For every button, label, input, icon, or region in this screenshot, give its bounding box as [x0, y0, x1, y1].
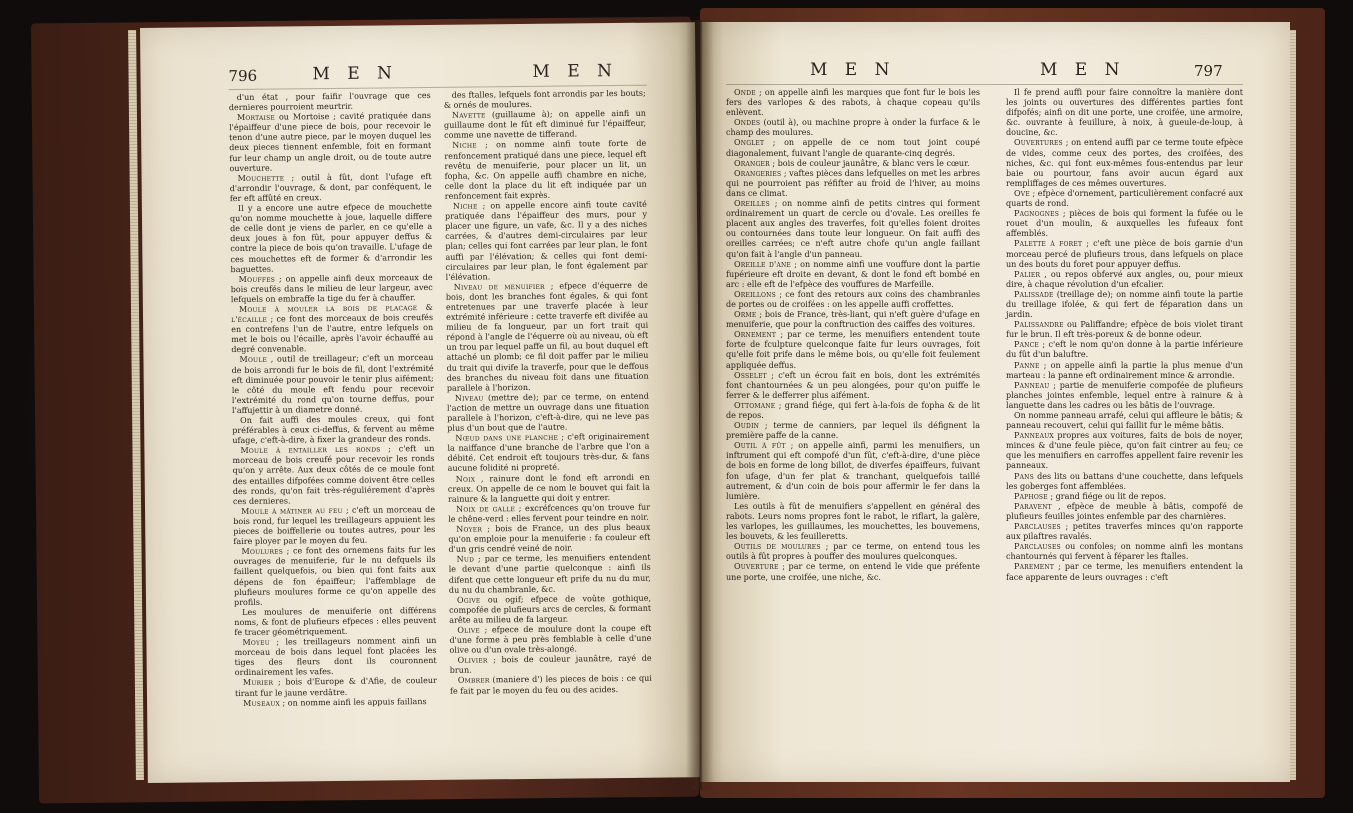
entry-headword: Noyer [456, 524, 483, 534]
running-head: M E N [1040, 60, 1126, 80]
entry-headword: Panneau [1014, 380, 1050, 390]
dictionary-entry [1006, 340, 1243, 360]
entry-headword: Palissade [1014, 289, 1054, 299]
running-head: M E N [810, 60, 896, 80]
entry-text: ; on entend auffi par ce terme toute efpèce de vides, comme ceux des portes, des croifées, des niches, &c. qui font eux-mêmes fous-entendus par leur baie ou pourtour, fans avoir aucun égard aux rempliffages de ces mêmes ouvertures. [1006, 138, 1243, 188]
dictionary-entry [1006, 88, 1243, 138]
entry-text: ; on nomme ainfi toute forte de renfoncement pratiqué dans une piece, lequel eft revêtu de menuiferie, pour placer un lit, un fopha, &c. On appelle auffi chambre en niche, celle dont la place du lit eft indiquée par un renfoncement fait exprès. [444, 139, 647, 201]
entry-headword: Paravent [1014, 501, 1052, 511]
dictionary-entry [1006, 189, 1243, 209]
entry-headword: Pance [1014, 340, 1039, 350]
entry-headword: Ondes [734, 118, 761, 128]
entry-headword: Ouverture [734, 562, 779, 572]
entry-headword: Moule à mâtiner au feu [241, 505, 343, 516]
entry-text: ou Paliffandre; efpèce de bois violet tirant fur le brun. Il eft très-poreux & de bonne odeur. [1006, 320, 1243, 340]
entry-text: ; par ce terme, les menuifiers entendent la face apparente de leurs ouvrages : c'eft [1006, 562, 1244, 582]
entry-text: , efpèce de meuble à bâtis, compofé de plufieurs feuilles jointes enfemble par des charnières. [1006, 501, 1244, 521]
entry-headword: Parement [1014, 562, 1055, 572]
entry-headword: Panneaux [1014, 431, 1054, 441]
dictionary-entry [726, 260, 980, 290]
entry-headword: Outil à fût [734, 441, 786, 451]
text-column [726, 88, 980, 583]
entry-headword: Nud [456, 554, 475, 565]
dictionary-entry [232, 444, 435, 507]
entry-text: ; par ce terme, on entend tous les outils à fût propres à pouffer des moulures quelconques. [726, 542, 980, 562]
dictionary-entry [235, 697, 437, 709]
entry-headword: Onde [734, 88, 756, 97]
dictionary-entry [235, 676, 437, 698]
entry-headword: Navette [451, 110, 486, 120]
entry-headword: Mouffes [238, 274, 276, 284]
page-number: 797 [1194, 62, 1223, 80]
dictionary-entry [229, 111, 432, 174]
entry-headword: Niche [452, 140, 477, 151]
dictionary-entry [448, 472, 650, 504]
entry-headword: Olive [457, 625, 481, 635]
page-number: 796 [228, 66, 258, 86]
entry-text: ; excréfcences qu'on trouve fur le chêne-verd : elles fervent pour teindre en noir. [448, 502, 651, 524]
entry-text: (maniere d') les pieces de bois : ce qui fe fait par le moyen du feu ou des acides. [449, 674, 652, 696]
text-column [229, 91, 437, 709]
dictionary-entry [1006, 239, 1243, 269]
entry-text: (outil à), ou machine propre à onder la furface & le champ des moulures. [726, 118, 980, 138]
entry-headword: Mouchette [237, 173, 285, 183]
entry-headword: Moule à entailler les ronds [240, 444, 381, 456]
entry-text: ; on nomme ainfi une vouffure dont la partie fupérieure eft droite en devant, & dont le fond eft bombé en arc : elle eft de l'efpèce des vouffures de Marfeille. [726, 259, 981, 289]
entry-text: des ftalles, lefquels font arrondis par les bouts; & ornés de moulures. [443, 88, 646, 110]
dictionary-entry [1006, 472, 1243, 492]
entry-headword: Ornement [734, 330, 777, 340]
dictionary-entry [726, 371, 980, 401]
entry-text: (mettre de); par ce terme, on entend l'action de mettre un ouvrage dans une fituation parallele à l'horizon, c'eft-à-dire, qui ne leve pas plus d'un bout que de l'autre. [446, 391, 650, 433]
entry-text: ; c'eft une pièce de bois garnie d'un morceau percé de plufieurs trous, dans lefquels on place un des bouts du foret pour appuyer deffus. [1006, 239, 1243, 269]
entry-headword: Ove [1014, 188, 1030, 198]
entry-headword: Moulures [241, 546, 284, 557]
entry-text: ; par ce terme, les menuifiers entendent toute forte de fculpture quelconque faite fur leurs ouvrages, foit qu'elle foit prife dans le même bois, ou qu'elle foit feulement appliquée deffus. [726, 330, 980, 370]
dictionary-entry [1006, 361, 1243, 381]
dictionary-entry [444, 109, 646, 141]
dictionary-entry [446, 280, 649, 393]
entry-text: ; c'eft un morceau de bois rond, fur lequel les treillageurs appuient les pieces de boiffellerie ou toutes autres, pour les faire ployer par le moyen du feu. [233, 504, 436, 547]
dictionary-entry [726, 169, 980, 199]
entry-text: ; par ce terme, on entend le vide que préfente une porte, une croifée, une niche, &c. [726, 562, 980, 582]
entry-text: ; c'eft un morceau de bois creufé pour recevoir les ronds qu'on y arrête. Aux deux côtés de ce moule font des entailles difpofées comme doivent être celles des ronds, qu'on fait très-réguliérement d'après ces dernieres. [232, 444, 435, 506]
entry-headword: Oranger [734, 158, 770, 168]
entry-text: ; on appelle de ce nom tout joint coupé diagonalement, fuivant l'angle de quarante-cinq degrés. [726, 138, 980, 158]
dictionary-entry [450, 674, 652, 696]
dictionary-entry [1006, 320, 1243, 340]
dictionary-entry [726, 88, 980, 118]
dictionary-entry [726, 159, 980, 169]
dictionary-entry [229, 91, 431, 113]
dictionary-entry [1006, 381, 1243, 411]
dictionary-entry [230, 172, 432, 204]
entry-headword: Oreillons [734, 289, 776, 299]
left-page [140, 22, 703, 783]
entry-text: , outil de treillageur; c'eft un morceau de bois arrondi fur le bois de fil, dont l'extrémité eft diminuée pour pouvoir le tenir plus aifément; le côté du moule eft fendu pour recevoir l'extrémité du rond qu'on tourne deffus, pour l'affujettir à un diametre donné. [231, 353, 434, 415]
entry-text: ; grand fiége, qui fert à-la-fois de fopha & de lit de repos. [726, 400, 980, 420]
entry-text: ; c'eft originairement la naiffance d'une branche de l'arbre que l'on a débité. Cet endroit eft toujours très-dur, & fans aucune folidité ni propreté. [447, 431, 650, 474]
entry-headword: Palier [1014, 269, 1041, 279]
entry-text: ; on appelle ainfi deux morceaux de bois creufés dans le milieu de leur largeur, avec lefquels on embraffe la tige du fer à chauffer. [230, 272, 433, 304]
entry-headword: Ombrer [457, 675, 490, 686]
dictionary-entry [445, 200, 648, 283]
entry-headword: Oreille d'ane [734, 259, 792, 269]
dictionary-entry [1006, 138, 1243, 188]
entry-headword: Niveau de menuifier [453, 281, 545, 292]
dictionary-entry [726, 441, 980, 502]
entry-text: ou confoles; on nomme ainfi les montans chantournés qui fervent à féparer les ftalles. [1006, 542, 1243, 562]
entry-headword: Oreilles [734, 199, 770, 209]
dictionary-entry [1006, 502, 1243, 522]
text-column [444, 89, 652, 697]
entry-headword: Murier [242, 678, 274, 688]
entry-text: ; partie de menuiferie compofée de plufieurs planches jointes enfemble, lequel entre à rainure & à languette dans les cadres ou les bâtis de l'ouvrage. [1006, 380, 1243, 410]
entry-headword: Paphose [1014, 491, 1048, 501]
entry-text: ; bois de France, très-liant, qui n'eft guère d'ufage en menuiferie, que pour la conftruction des caiffes des voitures. [726, 310, 980, 330]
entry-text: ; ce font des morceaux de bois creufés en contrefens l'un de l'autre, entre lefquels on met le bois ou l'écaille, après l'avoir échauffé au degré convenable. [231, 313, 434, 355]
dictionary-entry [230, 202, 433, 275]
dictionary-entry [447, 432, 649, 474]
entry-text: ; efpèce d'ornement, particulièrement confacré aux quarts de rond. [1006, 188, 1243, 209]
dictionary-entry [1006, 290, 1243, 320]
dictionary-entry [1006, 431, 1243, 471]
entry-text: ; bois de couleur jaunâtre, & blanc vers le cœur. [772, 158, 970, 168]
entry-text: , rainure dont le fond eft arrondi en creux. On appelle de ce nom le bouvet qui fait la rainure & la languette qui doit y entrer. [447, 472, 650, 504]
dictionary-entry [231, 273, 433, 305]
dictionary-entry [444, 139, 647, 202]
entry-text: ; bois de couleur jaunâtre, rayé de brun. [449, 653, 652, 676]
dictionary-entry [1006, 522, 1243, 542]
book-gutter [686, 20, 714, 790]
entry-text: ; grand fiége ou lit de repos. [1050, 491, 1167, 501]
entry-headword: Ogive [456, 595, 481, 605]
entry-text: ; on nomme ainfi de petits cintres qui forment ordinairement un quart de cercle ou d'ovale. Les oreilles fe placent aux angles des traverfes, foit qu'elles foient droites ou contournées dans toute leur longueur. On fait auffi des oreilles carrées; ce n'eft autre chofe qu'un angle faillant qu'on fait à l'angle d'un panneau. [726, 199, 980, 259]
dictionary-entry [233, 545, 436, 608]
dictionary-entry [450, 654, 652, 676]
entry-text: d'un état , pour faifir l'ouvrage que ces dernieres pourroient meurtrir. [228, 90, 431, 113]
entry-text: ; bois d'Europe & d'Afie, de couleur tirant fur le jaune verdâtre. [234, 676, 437, 698]
entry-headword: Moule [239, 355, 268, 365]
entry-text: ; ce font des ornemens faits fur les ouvrages de menuiferie, fur le nu defquels ils faillent quelquefois, ou bien qui font faits aux dépens de fon épaiffeur; l'affemblage de plufieurs moulures forme ce qu'on appelle des profils. [233, 545, 436, 607]
dictionary-entry [231, 353, 434, 416]
entry-text: Les outils à fût de menuifiers s'appellent en général des rabots. Leurs noms propres font le rabot, le riflart, la galère, les varlopes, les guillaumes, les mouchettes, les bouvemens, les bouvets, & les feuilleretts. [726, 501, 980, 542]
dictionary-entry [234, 636, 436, 678]
dictionary-entry [726, 502, 980, 542]
entry-text: Il y a encore une autre efpece de mouchette qu'on nomme mouchette à joue, laquelle differe de celle dont je viens de parler, en ce qu'elle a deux joues à fon fût, pour appuyer deffus & contre la piece de bois qu'on travaille. L'ufage de ces mouchettes eft de former & d'arrondir les baguettes. [229, 201, 433, 274]
entry-text: ; on appelle ainfi la partie la plus menue d'un marteau : la panne eft ordinairement mince & arrondie. [1006, 360, 1243, 380]
entry-text: ; petites traverfes minces qu'on rapporte aux pilaftres ravalés. [1006, 522, 1243, 542]
entry-text: (guillaume à); on appelle ainfi un guillaume dont le fût eft diminué fur l'épaiffeur, comme une navette de tifferand. [443, 108, 647, 141]
entry-text: ; c'eft le nom qu'on donne à la partie inférieure du fût d'un baluftre. [1006, 340, 1244, 360]
dictionary-entry [234, 606, 436, 638]
running-head: M E N [312, 63, 399, 85]
entry-text: ; outil à fût, dont l'ufage eft d'arrondir l'ouvrage, & dont, par conféquent, le fer eft affûté en creux. [229, 171, 432, 204]
dictionary-entry [726, 138, 980, 158]
entry-headword: Niveau [454, 393, 484, 403]
dictionary-entry [1006, 492, 1243, 502]
dictionary-entry [1006, 542, 1243, 562]
entry-headword: Onglet [734, 138, 765, 148]
entry-text: ; pièces de bois qui forment la fufée ou le rouet d'un moulin, & auxquelles les fufeaux font affemblés. [1006, 209, 1243, 239]
dictionary-entry [726, 310, 980, 330]
entry-headword: Palissandre [1014, 320, 1064, 330]
entry-text: Il fe prend auffi pour faire connoître la manière dont les joints ou ouvertures des différentes parties font difpofés; ainfi on dit une porte, une croifée, une armoire, &c. ouvrante à feuillure, à noix, à gueule-de-loup, à doucine, &c. [1006, 88, 1243, 138]
dictionary-entry [447, 392, 649, 434]
entry-text: ; terme de canniers, par lequel ils défignent la première paffe de la canne. [726, 421, 980, 441]
dictionary-entry [232, 414, 434, 446]
entry-text: ; on appelle encore ainfi toute cavité pratiquée dans l'épaiffeur des murs, pour y placer une figure, un vafe, &c. Il y a des niches carrées, & d'autres demi-circulaires par leur plan; celles qui font carrées par leur plan, le font auffi par l'élévation; & celles qui font demi-circulaires par leur plan, le font également par l'élévation. [444, 199, 648, 282]
entry-headword: Nœud dans une planche [455, 432, 559, 443]
entry-headword: Ouvertures [1014, 138, 1063, 148]
dictionary-entry [726, 199, 980, 260]
entry-text: ; efpece d'équerre de bois, dont les branches font égales, & qui font entretenues par une traverfe placée à leur extrémité inférieure : cette traverfe eft divifée au milieu de fa longueur, par un fort trait qui répond à l'angle de l'équerre où au niveau, où eft un trou par lequel paffe un fil, au bout duquel eft attaché un plomb; ce fil doit paffer par le milieu du trait qui divife la traverfe, pour que le deffous des branches du niveau foit dans une fituation parallele à l'horizon. [445, 280, 649, 393]
entry-text: Les moulures de menuiferie ont différens noms, & font de plufieurs efpeces : elles peuvent fe tracer géométriquement. [234, 605, 437, 638]
entry-text: des lits ou battans d'une couchette, dans lefquels les goberges font affemblées. [1006, 471, 1243, 491]
entry-headword: Orangeries [734, 168, 782, 178]
entry-headword: Panne [1014, 360, 1040, 370]
entry-headword: Moule à mouler la bois de placage & l'écaille [231, 302, 433, 325]
text-column [1006, 88, 1243, 583]
dictionary-entry [726, 330, 980, 370]
entry-headword: Niche [452, 201, 478, 211]
dictionary-entry [726, 118, 980, 138]
entry-text: ou ogif; efpece de voûte gothique, compofée de plufieurs arcs de cercles, & formant arête au milieu de fa largeur. [449, 593, 652, 625]
entry-headword: Mortaise [236, 112, 276, 123]
dictionary-entry [449, 553, 651, 595]
entry-headword: Museaux [243, 698, 280, 708]
entry-text: ; on nomme ainfi les appuis faillans [282, 696, 427, 708]
entry-text: (treillage de); on nomme ainfi toute la partie du treillage ifolée, & qui fert de féparation dans un jardin. [1006, 289, 1244, 320]
running-head: M E N [532, 60, 619, 82]
entry-headword: Noix de galle [456, 503, 516, 514]
entry-text: propres aux voitures, faits de bois de noyer, minces & d'une feule pièce, qu'on fait cintrer au feu; ce que les menuifiers en carroffes appellent faire revenir les panneaux. [1006, 431, 1243, 471]
entry-headword: Palette à foret [1014, 239, 1083, 249]
entry-text: ; bois de France, un des plus beaux qu'on emploie pour la menuiferie : fa couleur eft d'un gris cendré veiné de noir. [448, 522, 651, 555]
entry-headword: Parclauses [1014, 542, 1061, 552]
dictionary-entry [1006, 411, 1243, 431]
entry-headword: Ottomane [734, 400, 776, 410]
entry-text: ; efpece de moulure dont la coupe eft d'une forme à peu près femblable à celle d'une olive ou d'un ovale très-alongé. [449, 623, 652, 655]
entry-text: , ou repos obfervé aux angles, ou, pour mieux dire, à chaque révolution d'un efcalier. [1006, 269, 1243, 289]
dictionary-entry [726, 290, 980, 310]
right-page [700, 22, 1290, 782]
entry-text: ; on appelle ainfi, parmi les menuifiers, un inftrument qui eft compofé d'un fût, c'eft-à-dire, d'une pièce de bois en forme de long billot, de diverfes épaiffeurs, fuivant fon ufage, d'un fer plat & tranchant, quelquefois taillé autrement, & d'un coin de bois pour affermir le fer dans la lumière. [726, 441, 981, 501]
entry-text: ; on appelle ainfi les marques que font fur le bois les fers des varlopes & des rabots, à chaque copeau qu'ils enlèvent. [726, 88, 981, 118]
entry-text: ou Mortoise ; cavité pratiquée dans l'épaiffeur d'une piece de bois, pour recevoir le tenon d'une autre piece, par le moyen duquel les deux pieces tiennent enfemble, foit en formant fur leur champ un angle droit, ou de toute autre ouverture. [229, 111, 432, 173]
dictionary-entry [449, 593, 651, 625]
dictionary-entry [1006, 562, 1243, 582]
entry-headword: Moyeu [242, 637, 271, 648]
dictionary-entry [449, 624, 651, 656]
dictionary-entry [726, 401, 980, 421]
dictionary-entry [726, 562, 980, 582]
entry-headword: Olivier [457, 655, 488, 665]
entry-headword: Parclauses [1014, 522, 1061, 532]
entry-headword: Pans [1014, 471, 1034, 481]
dictionary-entry [231, 303, 434, 356]
dictionary-entry [726, 421, 980, 441]
dictionary-entry [233, 505, 435, 547]
entry-headword: Pagnognes [1014, 209, 1060, 219]
dictionary-entry [444, 89, 646, 111]
entry-headword: Outils de moulures [734, 542, 821, 552]
entry-text: ; ce font des retours aux coins des chambranles de portes ou de croifées : on les appelle auffi croffettes. [726, 289, 980, 309]
entry-text: ; c'eft un écrou fait en bois, dont les extrémités font chantournées & un peu alongées, pour qu'on puiffe le ferrer & le defferrer plus aifément. [726, 370, 980, 400]
entry-text: ; par ce terme, les menuifiers entendent le devant d'une partie quelconque : ainfi ils difent que cette longueur eft prife du nu du mur, du nu du chambranle, &c. [448, 552, 651, 595]
dictionary-entry [1006, 209, 1243, 239]
entry-headword: Noix [455, 474, 476, 484]
entry-headword: Oudin [734, 421, 760, 431]
dictionary-entry [1006, 270, 1243, 290]
entry-text: ; vaftes pièces dans lefquelles on met les arbres qui ne pourroient pas réfifter au froid de l'hiver, au moins dans ce climat. [726, 168, 980, 198]
entry-text: On fait auffi des moules creux, qui font préférables à ceux ci-deffus, & fervent au même ufage, c'eft-à-dire, à fixer la grandeur des ronds. [232, 413, 435, 446]
entry-text: On nomme panneau arrafé, celui qui affleure le bâtis; & panneau recouvert, celui qui faillit fur le même bâtis. [1006, 411, 1243, 431]
entry-headword: Osselet [734, 370, 767, 380]
entry-headword: Orme [734, 310, 757, 320]
header-rule [726, 84, 1243, 85]
dictionary-entry [726, 542, 980, 562]
dictionary-entry [448, 523, 650, 555]
dictionary-entry [448, 503, 650, 525]
entry-text: ; les treillageurs nomment ainfi un morceau de bois dans lequel font placées les tiges des fleurs dont ils couronnent ordinairement les vafes. [234, 635, 437, 678]
